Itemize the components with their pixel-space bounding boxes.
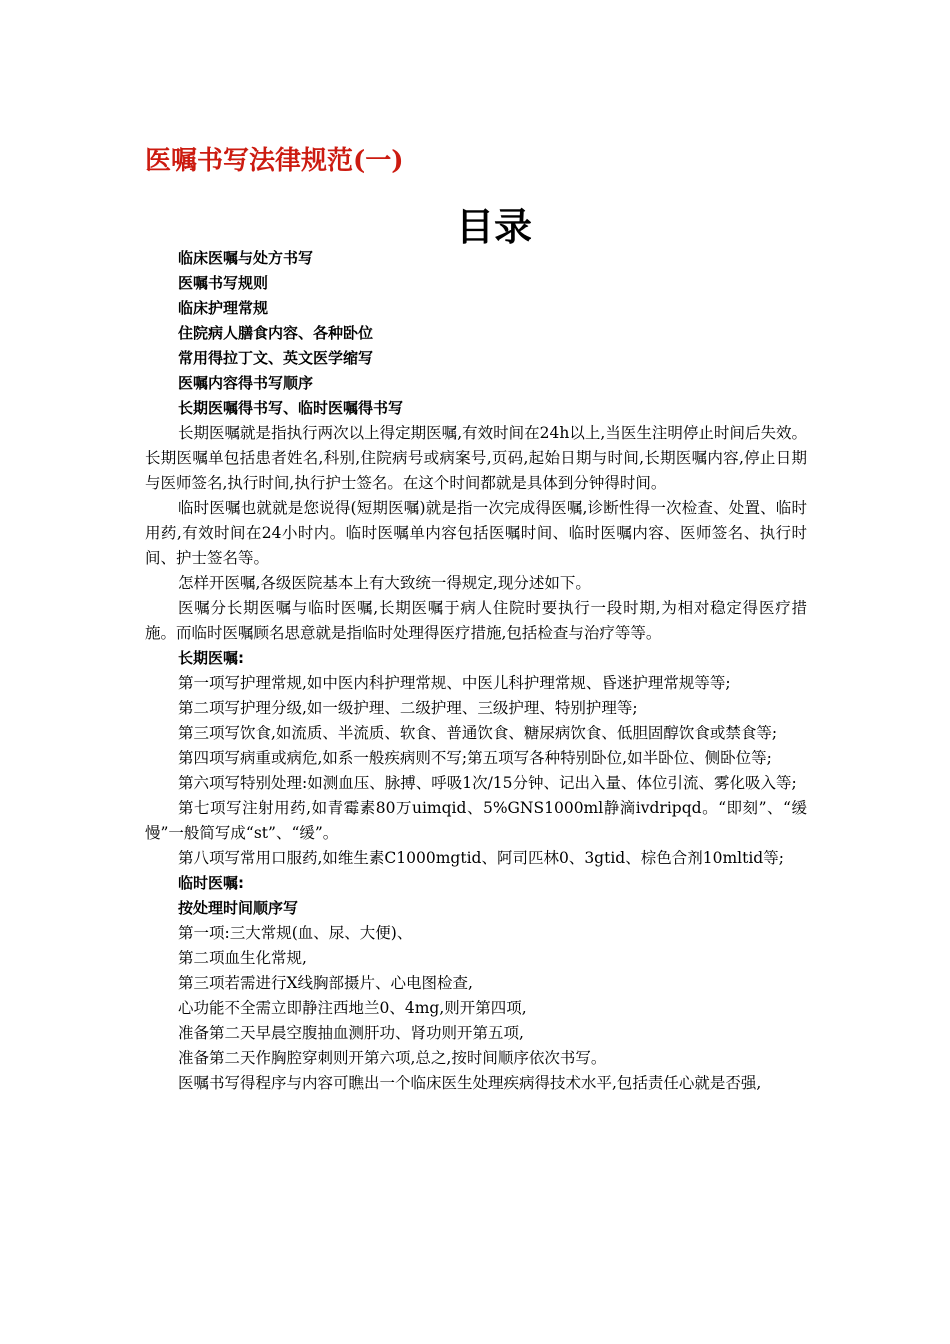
toc-item: 医嘱内容得书写顺序 [178,374,314,392]
long-term-item: 第四项写病重或病危,如系一般疾病则不写;第五项写各种特别卧位,如半卧位、侧卧位等; [178,749,772,767]
long-term-item: 第八项写常用口服药,如维生素C1000mgtid、阿司匹林0、3gtid、棕色合剂10mltid等; [178,849,784,867]
paragraph-temporary-definition: 临时医嘱也就就是您说得(短期医嘱)就是指一次完成得医嘱,诊断性得一次检查、处置、临时用药,有效时间在24小时内。临时医嘱单内容包括医嘱时间、临时医嘱内容、医师签名、执行时间、护士签名等。 [145,499,807,567]
long-term-item: 第一项写护理常规,如中医内科护理常规、中医儿科护理常规、昏迷护理常规等等; [178,674,731,692]
temporary-item: 心功能不全需立即静注西地兰0、4mg,则开第四项, [178,999,527,1017]
temporary-item: 准备第二天作胸腔穿刺则开第六项,总之,按时间顺序依次书写。 [178,1049,607,1067]
long-term-orders-label: 长期医嘱: [178,649,244,667]
toc-item: 临床医嘱与处方书写 [178,249,314,267]
document-title: 医嘱书写法律规范(一) [145,146,404,176]
toc-item: 医嘱书写规则 [178,274,269,292]
long-term-item: 第六项写特别处理:如测血压、脉搏、呼吸1次/15分钟、记出入量、体位引流、雾化吸入等; [178,774,797,792]
temporary-item: 第一项:三大常规(血、尿、大便)、 [178,924,413,942]
temporary-item: 第三项若需进行X线胸部摄片、心电图检查, [178,974,473,992]
paragraph-how-to-order: 怎样开医嘱,各级医院基本上有大致统一得规定,现分述如下。 [178,574,591,592]
temporary-orders-sublabel: 按处理时间顺序写 [178,899,299,917]
paragraph-long-term-definition: 长期医嘱就是指执行两次以上得定期医嘱,有效时间在24h以上,当医生注明停止时间后失效。长期医嘱单包括患者姓名,科别,住院病号或病案号,页码,起始日期与时间,长期医嘱内容,停止日期与医师签名,执行时间,执行护士签名。在这个时间都就是具体到分钟得时间。 [145,424,807,492]
toc-item: 常用得拉丁文、英文医学缩写 [178,349,374,367]
table-of-contents [145,246,807,421]
toc-heading: 目录 [455,205,532,249]
document-body [145,246,807,1096]
toc-item: 临床护理常规 [178,299,269,317]
toc-item: 长期医嘱得书写、临时医嘱得书写 [178,399,404,417]
temporary-item: 第二项血生化常规, [178,949,307,967]
long-term-item: 第七项写注射用药,如青霉素80万uimqid、5%GNS1000ml静滴ivdripqd。“即刻”、“缓慢”一般简写成“st”、“缓”。 [145,799,807,842]
toc-item: 住院病人膳食内容、各种卧位 [178,324,374,342]
temporary-item: 准备第二天早晨空腹抽血测肝功、肾功则开第五项, [178,1024,524,1042]
long-term-item: 第二项写护理分级,如一级护理、二级护理、三级护理、特别护理等; [178,699,638,717]
paragraph-order-types: 医嘱分长期医嘱与临时医嘱,长期医嘱于病人住院时要执行一段时期,为相对稳定得医疗措施。而临时医嘱顾名思意就是指临时处理得医疗措施,包括检查与治疗等等。 [145,599,807,642]
long-term-item: 第三项写饮食,如流质、半流质、软食、普通饮食、糖尿病饮食、低胆固醇饮食或禁食等; [178,724,778,742]
closing-line: 医嘱书写得程序与内容可瞧出一个临床医生处理疾病得技术水平,包括责任心就是否强, [178,1074,762,1092]
temporary-orders-label: 临时医嘱: [178,874,244,892]
